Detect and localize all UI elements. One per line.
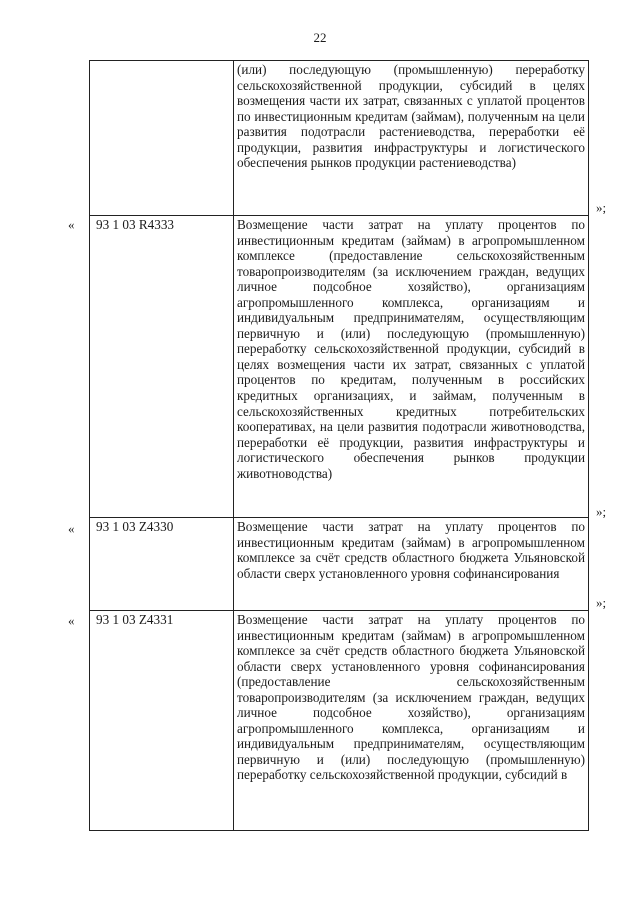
- opening-quote-mark: «: [68, 217, 75, 232]
- table-row: [90, 518, 589, 611]
- classification-description: (или) последующую (промышленную) переработку сельскохозяйственной продукции, субсидий в целях возмещения части их затрат, связанных с уплатой процентов по инвестиционным кредитам (займам), полученным на цели развития подотрасли растениеводства, переработки её продукции, развития инфраструктуры и логистического обеспечения рынков продукции растениеводства): [234, 61, 589, 216]
- page-number: 22: [313, 30, 327, 45]
- classification-description: Возмещение части затрат на уплату процентов по инвестиционным кредитам (займам) в агропромышленном комплексе (предоставление сельскохозяйственным товаропроизводителям (за исключением граждан, ведущих личное подсобное хозяйство), организациям агропромышленного комплекса, организациям и индивидуальным предпринимателям, осуществляющим первичную и (или) последующую (промышленную) переработку сельскохозяйственной продукции, субсидий в целях возмещения части их затрат, связанных с уплатой процентов по кредитам, полученным в российских кредитных организациях, и займам, полученным в сельскохозяйственных кредитных потребительских кооперативах, на цели развития подотрасли животноводства, переработки её продукции, развития инфраструктуры и логистического обеспечения рынков продукции животноводства): [234, 216, 589, 518]
- opening-quote-mark: «: [68, 521, 75, 536]
- table-row: [90, 611, 589, 831]
- budget-classification-table: [89, 60, 589, 831]
- closing-quote-mark: »;: [596, 200, 607, 215]
- opening-quote-mark: «: [68, 613, 75, 628]
- classification-code: 93 1 03 R4333: [90, 216, 234, 518]
- classification-code: [90, 61, 234, 216]
- table-row: [90, 216, 589, 518]
- closing-quote-mark: »;: [596, 595, 607, 610]
- classification-description: Возмещение части затрат на уплату процентов по инвестиционным кредитам (займам) в агропромышленном комплексе за счёт средств областного бюджета Ульяновской области сверх установленного уровня софинансирования: [234, 518, 589, 611]
- classification-code: 93 1 03 Z4331: [90, 611, 234, 831]
- table-row: [90, 61, 589, 216]
- closing-quote-mark: »;: [596, 504, 607, 519]
- classification-code: 93 1 03 Z4330: [90, 518, 234, 611]
- classification-description: Возмещение части затрат на уплату процентов по инвестиционным кредитам (займам) в агропромышленном комплексе за счёт средств областного бюджета Ульяновской области сверх установленного уровня софинансирования (предоставление сельскохозяйственным товаропроизводителям (за исключением граждан, ведущих личное подсобное хозяйство), организациям агропромышленного комплекса, организациям и индивидуальным предпринимателям, осуществляющим первичную и (или) последующую (промышленную) переработку сельскохозяйственной продукции, субсидий в: [234, 611, 589, 831]
